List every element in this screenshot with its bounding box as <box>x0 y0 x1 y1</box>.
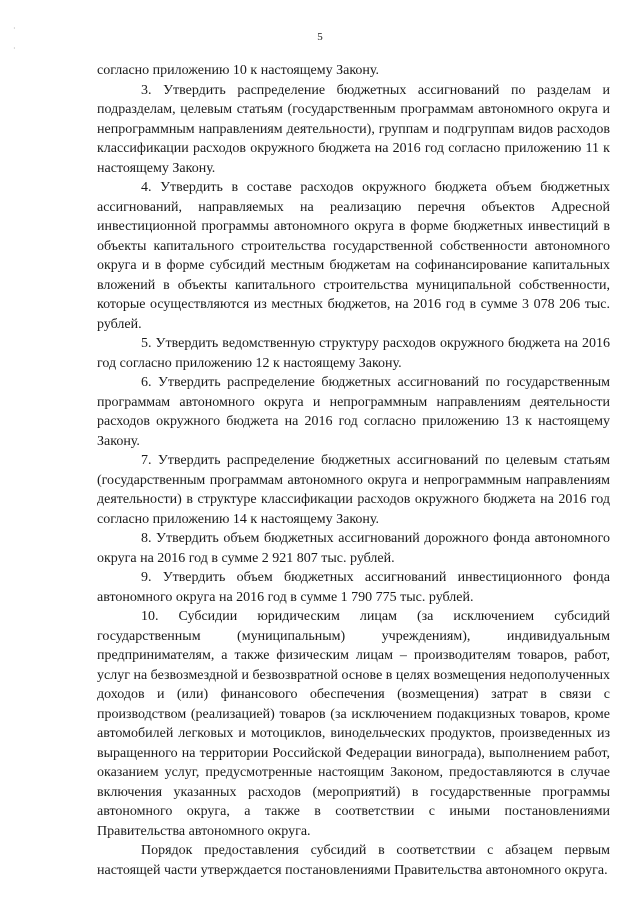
paragraph-item-10: 10. Субсидии юридическим лицам (за исключением субсидий государственным (муниципальным) учреждениям), индивидуальным предпринимателям, а также физическим лицам – производителям товаров, работ, услуг на безвозмездной и безвозвратной основе в целях возмещения недополученных доходов и (или) финансового обеспечения (возмещения) затрат в связи с производством (реализацией) товаров (за исключением подакцизных товаров, кроме автомобилей легковых и мотоциклов, винодельческих продуктов, произведенных из выращенного на территории Российской Федерации винограда), выполнением работ, оказанием услуг, предусмотренные настоящим Законом, предоставляются в случае включения указанных расходов (мероприятий) в государственные программы автономного округа, а также в соответствии с иными постановлениями Правительства автономного округа. <box>97 609 610 839</box>
paragraph-item-4: 4. Утвердить в составе расходов окружного бюджета объем бюджетных ассигнований, направляемых на реализацию перечня объектов Адресной инвестиционной программы автономного округа в форме бюджетных инвестиций в объекты капитального строительства государственной собственности автономного округа и в форме субсидий местным бюджетам на софинансирование капитальных вложений в объекты капитального строительства муниципальной собственности, которые осуществляются из местных бюджетов, на 2016 год в сумме 3 078 206 тыс. рублей. <box>97 180 610 332</box>
paragraph-item-9: 9. Утвердить объем бюджетных ассигнований инвестиционного фонда автономного округа на 2016 год в сумме 1 790 775 тыс. рублей. <box>97 570 610 605</box>
paragraph-item-5: 5. Утвердить ведомственную структуру расходов окружного бюджета на 2016 год согласно приложению 12 к настоящему Закону. <box>97 336 610 371</box>
margin-mark: · <box>13 44 16 53</box>
paragraph-subsidy-procedure: Порядок предоставления субсидий в соответствии с абзацем первым настоящей части утверждается постановлениями Правительства автономного округа. <box>97 843 610 878</box>
paragraph-item-3: 3. Утвердить распределение бюджетных ассигнований по разделам и подразделам, целевым статьям (государственным программам автономного округа и непрограммным направлениям деятельности), группам и подгруппам видов расходов классификации расходов окружного бюджета на 2016 год согласно приложению 11 к настоящему Закону. <box>97 82 610 176</box>
document-body <box>97 61 610 880</box>
paragraph-item-6: 6. Утвердить распределение бюджетных ассигнований по государственным программам автономного округа и непрограммным направлениям деятельности расходов окружного бюджета на 2016 год согласно приложению 13 к настоящему Закону. <box>97 375 610 449</box>
paragraph-item-7: 7. Утвердить распределение бюджетных ассигнований по целевым статьям (государственным программам автономного округа и непрограммным направлениям деятельности) в структуре классификации расходов окружного бюджета на 2016 год согласно приложению 14 к настоящему Закону. <box>97 453 610 527</box>
paragraph-continuation: согласно приложению 10 к настоящему Закону. <box>97 63 380 78</box>
paragraph-item-8: 8. Утвердить объем бюджетных ассигнований дорожного фонда автономного округа на 2016 год в сумме 2 921 807 тыс. рублей. <box>97 531 610 566</box>
margin-mark: · <box>13 24 16 33</box>
page-number: 5 <box>317 31 323 43</box>
